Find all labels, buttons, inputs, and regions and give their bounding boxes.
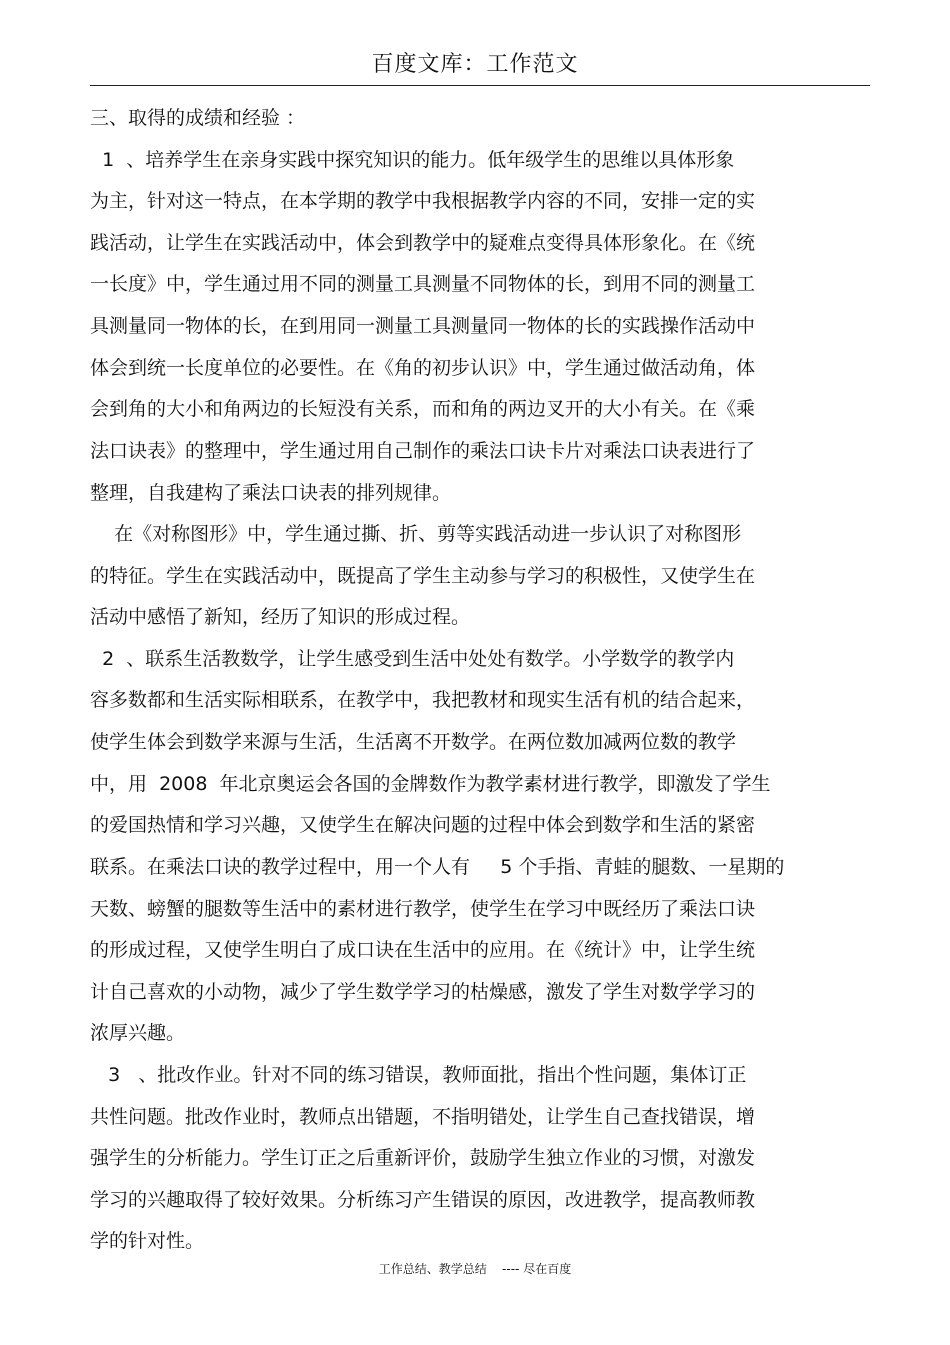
- text-line: 浓厚兴趣。: [90, 1022, 186, 1044]
- text-line: 容多数都和生活实际相联系，在教学中，我把教材和现实生活有机的结合起来，: [90, 689, 756, 711]
- text-line: 具测量同一物体的长，在到用同一测量工具测量同一物体的长的实践操作活动中: [90, 315, 756, 337]
- text-line: 活动中感悟了新知，经历了知识的形成过程。: [90, 606, 471, 628]
- text-line: 的特征。学生在实践活动中，既提高了学生主动参与学习的积极性，又使学生在: [90, 565, 756, 587]
- page-footer: 工作总结、教学总结 ---- 尽在百度: [378, 1262, 572, 1276]
- text-line: 强学生的分析能力。学生订正之后重新评价，鼓励学生独立作业的习惯，对激发: [90, 1147, 756, 1169]
- text-line: 为主，针对这一特点，在本学期的教学中我根据教学内容的不同，安排一定的实: [90, 190, 756, 212]
- text-line: 整理，自我建构了乘法口诀表的排列规律。: [90, 482, 452, 504]
- text-line: 的爱国热情和学习兴趣，又使学生在解决问题的过程中体会到数学和生活的紧密: [90, 814, 756, 836]
- text-line: 体会到统一长度单位的必要性。在《角的初步认识》中，学生通过做活动角，体: [90, 357, 756, 379]
- text-line: 会到角的大小和角两边的长短没有关系，而和角的两边叉开的大小有关。在《乘: [90, 398, 756, 420]
- text-line: 在《对称图形》中，学生通过撕、折、剪等实践活动进一步认识了对称图形: [90, 523, 742, 545]
- text-line: 3 、批改作业。针对不同的练习错误，教师面批，指出个性问题，集体订正: [90, 1064, 747, 1086]
- text-line: 天数、螃蟹的腿数等生活中的素材进行教学，使学生在学习中既经历了乘法口诀: [90, 898, 756, 920]
- text-line: 使学生体会到数学来源与生活，生活离不开数学。在两位数加减两位数的教学: [90, 731, 737, 753]
- text-line: 法口诀表》的整理中，学生通过用自己制作的乘法口诀卡片对乘法口诀表进行了: [90, 440, 756, 462]
- section-heading: 三、取得的成绩和经验 ：: [90, 107, 306, 129]
- page-header-title: 百度文库：工作范文: [371, 52, 579, 77]
- text-line: 2 、联系生活教数学，让学生感受到生活中处处有数学。小学数学的教学内: [90, 648, 735, 670]
- header-divider: [90, 85, 870, 86]
- text-line: 践活动，让学生在实践活动中，体会到教学中的疑难点变得具体形象化。在《统: [90, 232, 756, 254]
- text-line: 的形成过程，又使学生明白了成口诀在生活中的应用。在《统计》中，让学生统: [90, 939, 756, 961]
- text-line: 学的针对性。: [90, 1230, 205, 1252]
- text-line: 一长度》中，学生通过用不同的测量工具测量不同物体的长，到用不同的测量工: [90, 273, 756, 295]
- text-line: 计自己喜欢的小动物，减少了学生数学学习的枯燥感，激发了学生对数学学习的: [90, 981, 756, 1003]
- text-line: 1 、培养学生在亲身实践中探究知识的能力。低年级学生的思维以具体形象: [90, 149, 735, 171]
- text-line: 共性问题。批改作业时，教师点出错题，不指明错处，让学生自己查找错误，增: [90, 1106, 756, 1128]
- text-line: 中，用 2008 年北京奥运会各国的金牌数作为教学素材进行教学，即激发了学生: [90, 773, 771, 795]
- text-line: 联系。在乘法口诀的教学过程中，用一个人有 5 个手指、青蛙的腿数、一星期的: [90, 856, 785, 878]
- text-line: 学习的兴趣取得了较好效果。分析练习产生错误的原因，改进教学，提高教师教: [90, 1189, 756, 1211]
